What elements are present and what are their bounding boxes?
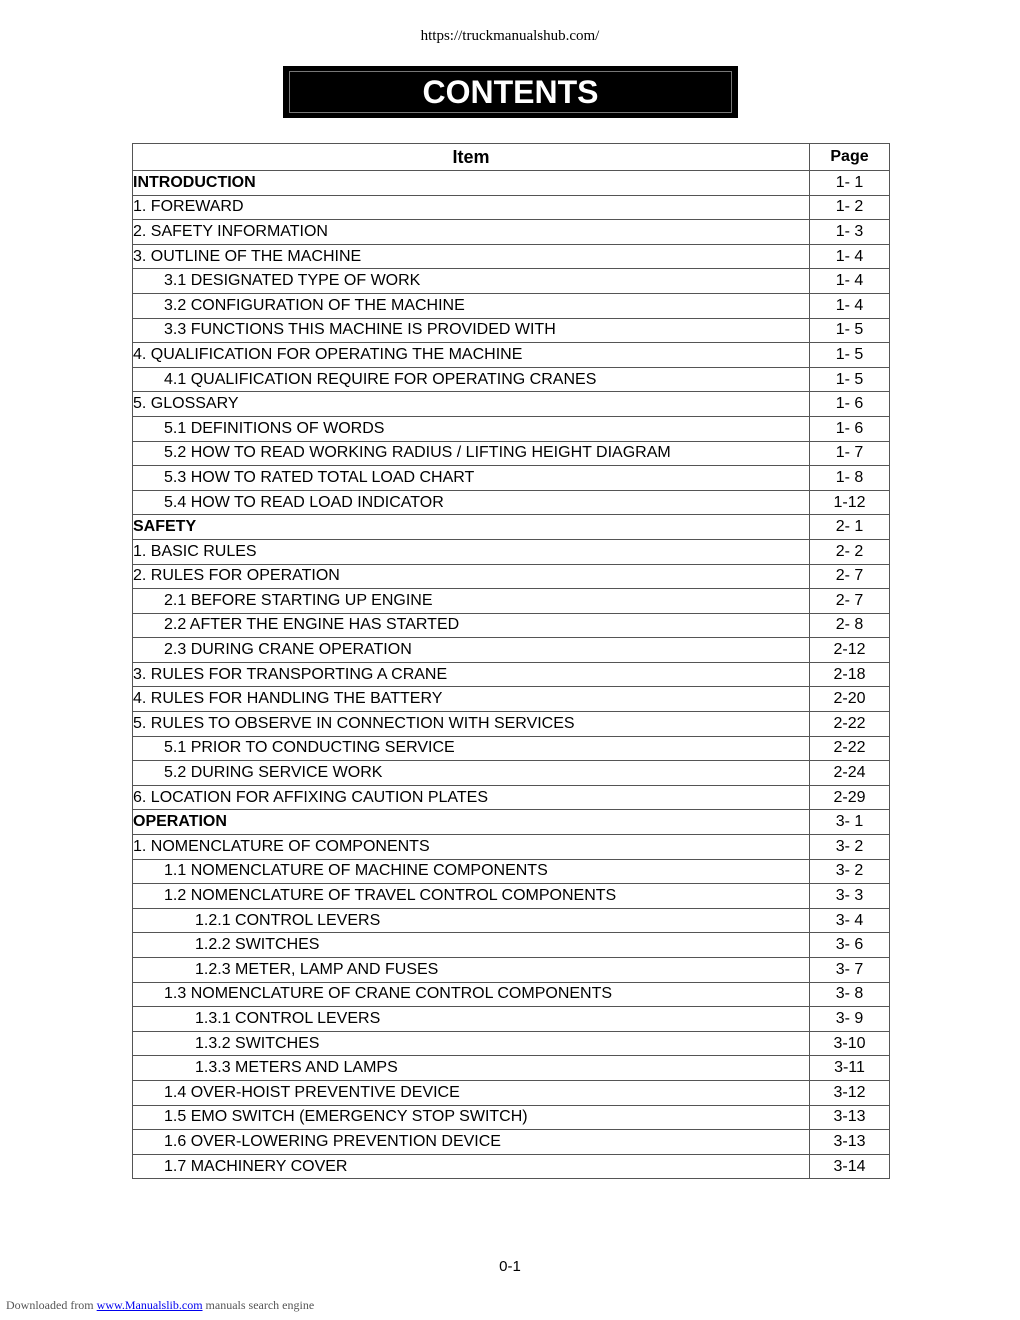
table-row [133,318,890,343]
toc-item-label: 1.3 NOMENCLATURE OF CRANE CONTROL COMPONENTS [133,982,810,1007]
table-row [133,933,890,958]
toc-item-page: 1- 4 [810,244,890,269]
table-row [133,884,890,909]
toc-item-label: 6. LOCATION FOR AFFIXING CAUTION PLATES [133,785,810,810]
toc-item-label: 1.6 OVER-LOWERING PREVENTION DEVICE [133,1130,810,1155]
table-row [133,1031,890,1056]
table-row [133,171,890,196]
toc-item-page: 2- 8 [810,613,890,638]
toc-item-label: 2.3 DURING CRANE OPERATION [133,638,810,663]
toc-item-label: 2. RULES FOR OPERATION [133,564,810,589]
table-row [133,416,890,441]
toc-item-label: 2.1 BEFORE STARTING UP ENGINE [133,589,810,614]
table-row [133,195,890,220]
toc-item-label: 5.3 HOW TO RATED TOTAL LOAD CHART [133,466,810,491]
toc-item-page: 3- 8 [810,982,890,1007]
toc-item-label: 5.1 PRIOR TO CONDUCTING SERVICE [133,736,810,761]
toc-item-label: 1.2.2 SWITCHES [133,933,810,958]
toc-item-page: 1- 5 [810,318,890,343]
table-row [133,441,890,466]
toc-item-page: 1- 1 [810,171,890,196]
table-row [133,564,890,589]
toc-item-label: 3.3 FUNCTIONS THIS MACHINE IS PROVIDED WITH [133,318,810,343]
toc-item-label: 1.3.2 SWITCHES [133,1031,810,1056]
table-row [133,859,890,884]
toc-item-label: 5.1 DEFINITIONS OF WORDS [133,416,810,441]
table-row [133,515,890,540]
contents-title-banner [283,66,738,118]
toc-item-page: 2-20 [810,687,890,712]
table-row [133,1105,890,1130]
toc-item-page: 2- 7 [810,564,890,589]
toc-item-label: 1. BASIC RULES [133,539,810,564]
toc-item-label: 1.3.1 CONTROL LEVERS [133,1007,810,1032]
table-row [133,589,890,614]
table-row [133,539,890,564]
table-row [133,638,890,663]
table-row [133,367,890,392]
toc-item-label: 5. GLOSSARY [133,392,810,417]
table-row [133,712,890,737]
toc-item-page: 3- 2 [810,835,890,860]
column-header-item: Item [133,144,810,171]
toc-item-page: 3-13 [810,1105,890,1130]
table-row [133,490,890,515]
contents-table [132,143,890,1179]
toc-item-page: 2-22 [810,736,890,761]
table-row [133,982,890,1007]
column-header-page: Page [810,144,890,171]
table-row [133,1080,890,1105]
table-row [133,761,890,786]
toc-item-page: 1-12 [810,490,890,515]
page-number: 0-1 [499,1258,521,1275]
toc-item-page: 2-29 [810,785,890,810]
toc-item-label: 5.2 DURING SERVICE WORK [133,761,810,786]
toc-item-label: 1.3.3 METERS AND LAMPS [133,1056,810,1081]
table-row [133,835,890,860]
toc-item-page: 1- 6 [810,392,890,417]
toc-item-page: 1- 5 [810,343,890,368]
toc-item-label: 4. RULES FOR HANDLING THE BATTERY [133,687,810,712]
toc-item-label: 5. RULES TO OBSERVE IN CONNECTION WITH SERVICES [133,712,810,737]
toc-item-page: 3-13 [810,1130,890,1155]
table-header-row [133,144,890,171]
table-row [133,1154,890,1179]
toc-item-label: 1.1 NOMENCLATURE OF MACHINE COMPONENTS [133,859,810,884]
toc-item-page: 2-22 [810,712,890,737]
toc-item-page: 3- 9 [810,1007,890,1032]
toc-item-page: 1- 4 [810,269,890,294]
toc-item-label: 4.1 QUALIFICATION REQUIRE FOR OPERATING CRANES [133,367,810,392]
toc-item-label: 2. SAFETY INFORMATION [133,220,810,245]
toc-item-label: 1. FOREWARD [133,195,810,220]
toc-item-label: INTRODUCTION [133,171,810,196]
toc-item-page: 1- 3 [810,220,890,245]
table-row [133,392,890,417]
toc-item-page: 3- 3 [810,884,890,909]
contents-table-body [133,171,890,1179]
table-row [133,613,890,638]
toc-item-label: 1.5 EMO SWITCH (EMERGENCY STOP SWITCH) [133,1105,810,1130]
toc-item-page: 3- 7 [810,958,890,983]
toc-item-page: 2- 2 [810,539,890,564]
toc-item-label: 3.2 CONFIGURATION OF THE MACHINE [133,293,810,318]
toc-item-label: 1.2.1 CONTROL LEVERS [133,908,810,933]
footer-suffix: manuals search engine [205,1298,315,1312]
toc-item-page: 1- 8 [810,466,890,491]
toc-item-label: 4. QUALIFICATION FOR OPERATING THE MACHINE [133,343,810,368]
toc-item-label: 3.1 DESIGNATED TYPE OF WORK [133,269,810,294]
toc-item-label: 1.7 MACHINERY COVER [133,1154,810,1179]
toc-item-page: 1- 7 [810,441,890,466]
table-row [133,1130,890,1155]
toc-item-label: 1.2 NOMENCLATURE OF TRAVEL CONTROL COMPONENTS [133,884,810,909]
table-row [133,293,890,318]
table-row [133,687,890,712]
toc-item-page: 2-24 [810,761,890,786]
toc-item-page: 1- 5 [810,367,890,392]
page-title: CONTENTS [422,73,599,110]
toc-item-page: 2- 1 [810,515,890,540]
toc-item-page: 3-12 [810,1080,890,1105]
table-row [133,343,890,368]
toc-item-page: 1- 6 [810,416,890,441]
toc-item-page: 3- 2 [810,859,890,884]
table-row [133,736,890,761]
footer-prefix: Downloaded from [6,1298,94,1312]
toc-item-page: 3-11 [810,1056,890,1081]
table-row [133,662,890,687]
toc-item-label: OPERATION [133,810,810,835]
toc-item-page: 3- 4 [810,908,890,933]
toc-item-label: 1.2.3 METER, LAMP AND FUSES [133,958,810,983]
toc-item-label: 1. NOMENCLATURE OF COMPONENTS [133,835,810,860]
toc-item-label: 3. RULES FOR TRANSPORTING A CRANE [133,662,810,687]
table-row [133,958,890,983]
toc-item-label: 1.4 OVER-HOIST PREVENTIVE DEVICE [133,1080,810,1105]
toc-item-page: 2-18 [810,662,890,687]
toc-item-label: 3. OUTLINE OF THE MACHINE [133,244,810,269]
toc-item-page: 3- 1 [810,810,890,835]
table-row [133,466,890,491]
table-row [133,269,890,294]
manualslib-link[interactable]: www.Manualslib.com [96,1298,203,1312]
toc-item-page: 3-10 [810,1031,890,1056]
toc-item-label: 2.2 AFTER THE ENGINE HAS STARTED [133,613,810,638]
table-row [133,1056,890,1081]
table-row [133,810,890,835]
toc-item-label: 5.4 HOW TO READ LOAD INDICATOR [133,490,810,515]
table-row [133,908,890,933]
toc-item-label: 5.2 HOW TO READ WORKING RADIUS / LIFTING HEIGHT DIAGRAM [133,441,810,466]
download-footer [6,1298,314,1313]
toc-item-page: 1- 4 [810,293,890,318]
toc-item-page: 2-12 [810,638,890,663]
table-row [133,244,890,269]
toc-item-page: 1- 2 [810,195,890,220]
table-row [133,220,890,245]
table-row [133,785,890,810]
source-url: https://truckmanualshub.com/ [420,28,600,44]
table-row [133,1007,890,1032]
toc-item-label: SAFETY [133,515,810,540]
toc-item-page: 3-14 [810,1154,890,1179]
toc-item-page: 3- 6 [810,933,890,958]
toc-item-page: 2- 7 [810,589,890,614]
